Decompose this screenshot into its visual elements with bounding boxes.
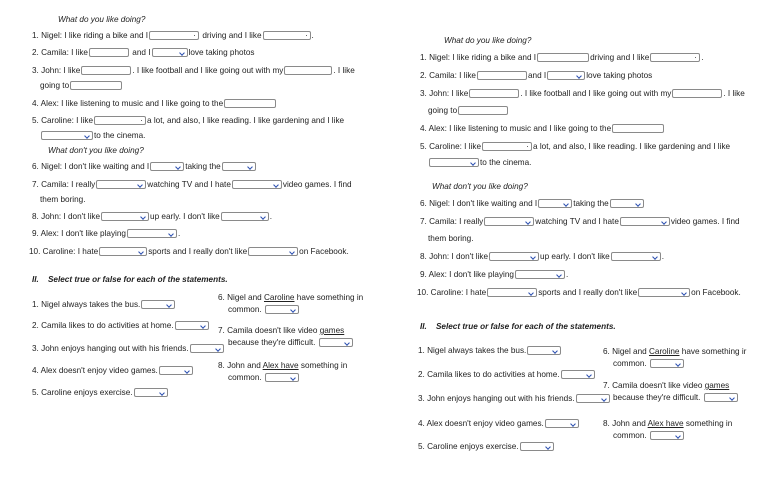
question-8: 8. John: I don't like up early. I don't like . (32, 212, 273, 221)
text-input[interactable] (477, 71, 527, 80)
question-10: 10. Caroline: I hate sports and I really don't like on Facebook. (29, 247, 349, 256)
text-input[interactable] (81, 66, 131, 75)
tf-item-1: 1. Nigel always takes the bus. (418, 345, 562, 356)
text-input[interactable] (149, 31, 199, 40)
text-input[interactable] (458, 106, 508, 115)
dropdown-select[interactable] (611, 252, 661, 261)
question-6: 6. Nigel: I don't like waiting and I taking the (32, 161, 257, 172)
text-input[interactable] (70, 81, 122, 90)
question-9: 9. Alex: I don't like playing . (32, 229, 181, 238)
tf-item-6: 6. Nigel and Caroline have something ir (603, 347, 747, 356)
question-7-cont: them boring. (428, 234, 474, 243)
dropdown-select[interactable] (141, 300, 175, 309)
dropdown-select[interactable] (620, 217, 670, 226)
dropdown-select[interactable] (232, 180, 282, 189)
dropdown-select[interactable] (545, 419, 579, 428)
dropdown-select[interactable] (650, 359, 684, 368)
tf-item-4: 4. Alex doesn't enjoy video games. (418, 418, 580, 429)
question-2: 2. Camila: I like and I love taking photos (32, 48, 255, 57)
dropdown-select[interactable] (265, 305, 299, 314)
section-2-title: II. Select true or false for each of the statements. (420, 322, 616, 331)
dropdown-select[interactable] (650, 431, 684, 440)
dropdown-select[interactable] (150, 162, 184, 171)
question-5: 5. Caroline: I like a lot, and also, I like reading. I like gardening and I like (32, 116, 345, 125)
question-7-cont: them boring. (40, 195, 86, 204)
question-5-cont: to the cinema. (40, 130, 145, 141)
tf-item-5: 5. Caroline enjoys exercise. (32, 387, 169, 398)
dropdown-select[interactable] (127, 229, 177, 238)
tf-item-8-cont: common. (228, 372, 300, 383)
tf-item-3: 3. John enjoys hanging out with his friends. (418, 393, 611, 404)
tf-item-8-cont: common. (613, 430, 685, 441)
heading-dislike: What don't you like doing? (48, 146, 144, 155)
question-7: 7. Camila: I really watching TV and I hate video games. I find (32, 180, 352, 189)
dropdown-select[interactable] (134, 388, 168, 397)
text-input[interactable] (612, 124, 664, 133)
tf-item-7-cont: because they're difficult. (228, 337, 354, 348)
tf-item-6: 6. Nigel and Caroline have something in (218, 293, 364, 302)
question-2: 2. Camila: I like and I love taking photos (420, 71, 653, 80)
tf-item-1: 1. Nigel always takes the bus. (32, 299, 176, 310)
dropdown-select[interactable] (221, 212, 269, 221)
tf-item-7-cont: because they're difficult. (613, 392, 739, 403)
tf-item-8: 8. John and Alex have something in (218, 361, 348, 370)
dropdown-select[interactable] (527, 346, 561, 355)
question-3-cont: going to (40, 80, 123, 91)
tf-item-2: 2. Camila likes to do activities at home. (32, 320, 210, 331)
tf-item-3: 3. John enjoys hanging out with his friends. (32, 343, 225, 354)
dropdown-select[interactable] (101, 212, 149, 221)
question-3: 3. John: I like . I like football and I like going out with my . I like (420, 89, 745, 98)
dropdown-select[interactable] (515, 270, 565, 279)
dropdown-select[interactable] (610, 199, 644, 208)
dropdown-select[interactable] (547, 71, 585, 80)
tf-item-6-cont: common. (613, 358, 685, 369)
heading-like: What do you like doing? (58, 15, 146, 24)
dropdown-select[interactable] (248, 247, 298, 256)
text-input[interactable] (537, 53, 589, 62)
section-2-title: II. Select true or false for each of the statements. (32, 275, 228, 284)
dropdown-select[interactable] (265, 373, 299, 382)
question-4: 4. Alex: I like listening to music and I like going to the (32, 98, 277, 109)
question-5: 5. Caroline: I like a lot, and also, I like reading. I like gardening and I like (420, 142, 731, 151)
tf-item-2: 2. Camila likes to do activities at home. (418, 369, 596, 380)
text-input[interactable] (89, 48, 129, 57)
question-1: 1. Nigel: I like riding a bike and I driving and I like . (420, 53, 704, 62)
text-input[interactable] (482, 142, 532, 151)
text-input[interactable] (284, 66, 332, 75)
dropdown-select[interactable] (704, 393, 738, 402)
tf-item-5: 5. Caroline enjoys exercise. (418, 441, 555, 452)
dropdown-select[interactable] (489, 252, 539, 261)
question-5-cont: to the cinema. (428, 157, 531, 168)
text-input[interactable] (263, 31, 311, 40)
heading-dislike: What don't you like doing? (432, 182, 528, 191)
text-input[interactable] (650, 53, 700, 62)
text-input[interactable] (469, 89, 519, 98)
tf-item-7: 7. Camila doesn't like video games (218, 326, 345, 335)
dropdown-select[interactable] (429, 158, 479, 167)
dropdown-select[interactable] (152, 48, 188, 57)
dropdown-select[interactable] (484, 217, 534, 226)
heading-like: What do you like doing? (444, 36, 532, 45)
question-3: 3. John: I like . I like football and I like going out with my . I like (32, 66, 355, 75)
question-1: 1. Nigel: I like riding a bike and I driving and I like . (32, 31, 314, 40)
dropdown-select[interactable] (561, 370, 595, 379)
dropdown-select[interactable] (638, 288, 690, 297)
question-3-cont: going to (428, 105, 509, 116)
dropdown-select[interactable] (190, 344, 224, 353)
dropdown-select[interactable] (319, 338, 353, 347)
dropdown-select[interactable] (175, 321, 209, 330)
tf-item-6-cont: common. (228, 304, 300, 315)
question-4: 4. Alex: I like listening to music and I like going to the (420, 123, 665, 134)
dropdown-select[interactable] (487, 288, 537, 297)
dropdown-select[interactable] (576, 394, 610, 403)
dropdown-select[interactable] (222, 162, 256, 171)
text-input[interactable] (224, 99, 276, 108)
dropdown-select[interactable] (41, 131, 93, 140)
text-input[interactable] (672, 89, 722, 98)
question-6: 6. Nigel: I don't like waiting and I taking the (420, 198, 645, 209)
dropdown-select[interactable] (520, 442, 554, 451)
question-10: 10. Caroline: I hate sports and I really don't like on Facebook. (417, 288, 741, 297)
tf-item-7: 7. Camila doesn't like video games (603, 381, 730, 390)
question-7: 7. Camila: I really watching TV and I hate video games. I find (420, 217, 740, 226)
question-8: 8. John: I don't like up early. I don't like . (420, 252, 665, 261)
dropdown-select[interactable] (99, 247, 147, 256)
dropdown-select[interactable] (538, 199, 572, 208)
dropdown-select[interactable] (159, 366, 193, 375)
dropdown-select[interactable] (96, 180, 146, 189)
tf-item-4: 4. Alex doesn't enjoy video games. (32, 365, 194, 376)
question-9: 9. Alex: I don't like playing . (420, 270, 569, 279)
tf-item-8: 8. John and Alex have something in (603, 419, 733, 428)
text-input[interactable] (94, 116, 146, 125)
